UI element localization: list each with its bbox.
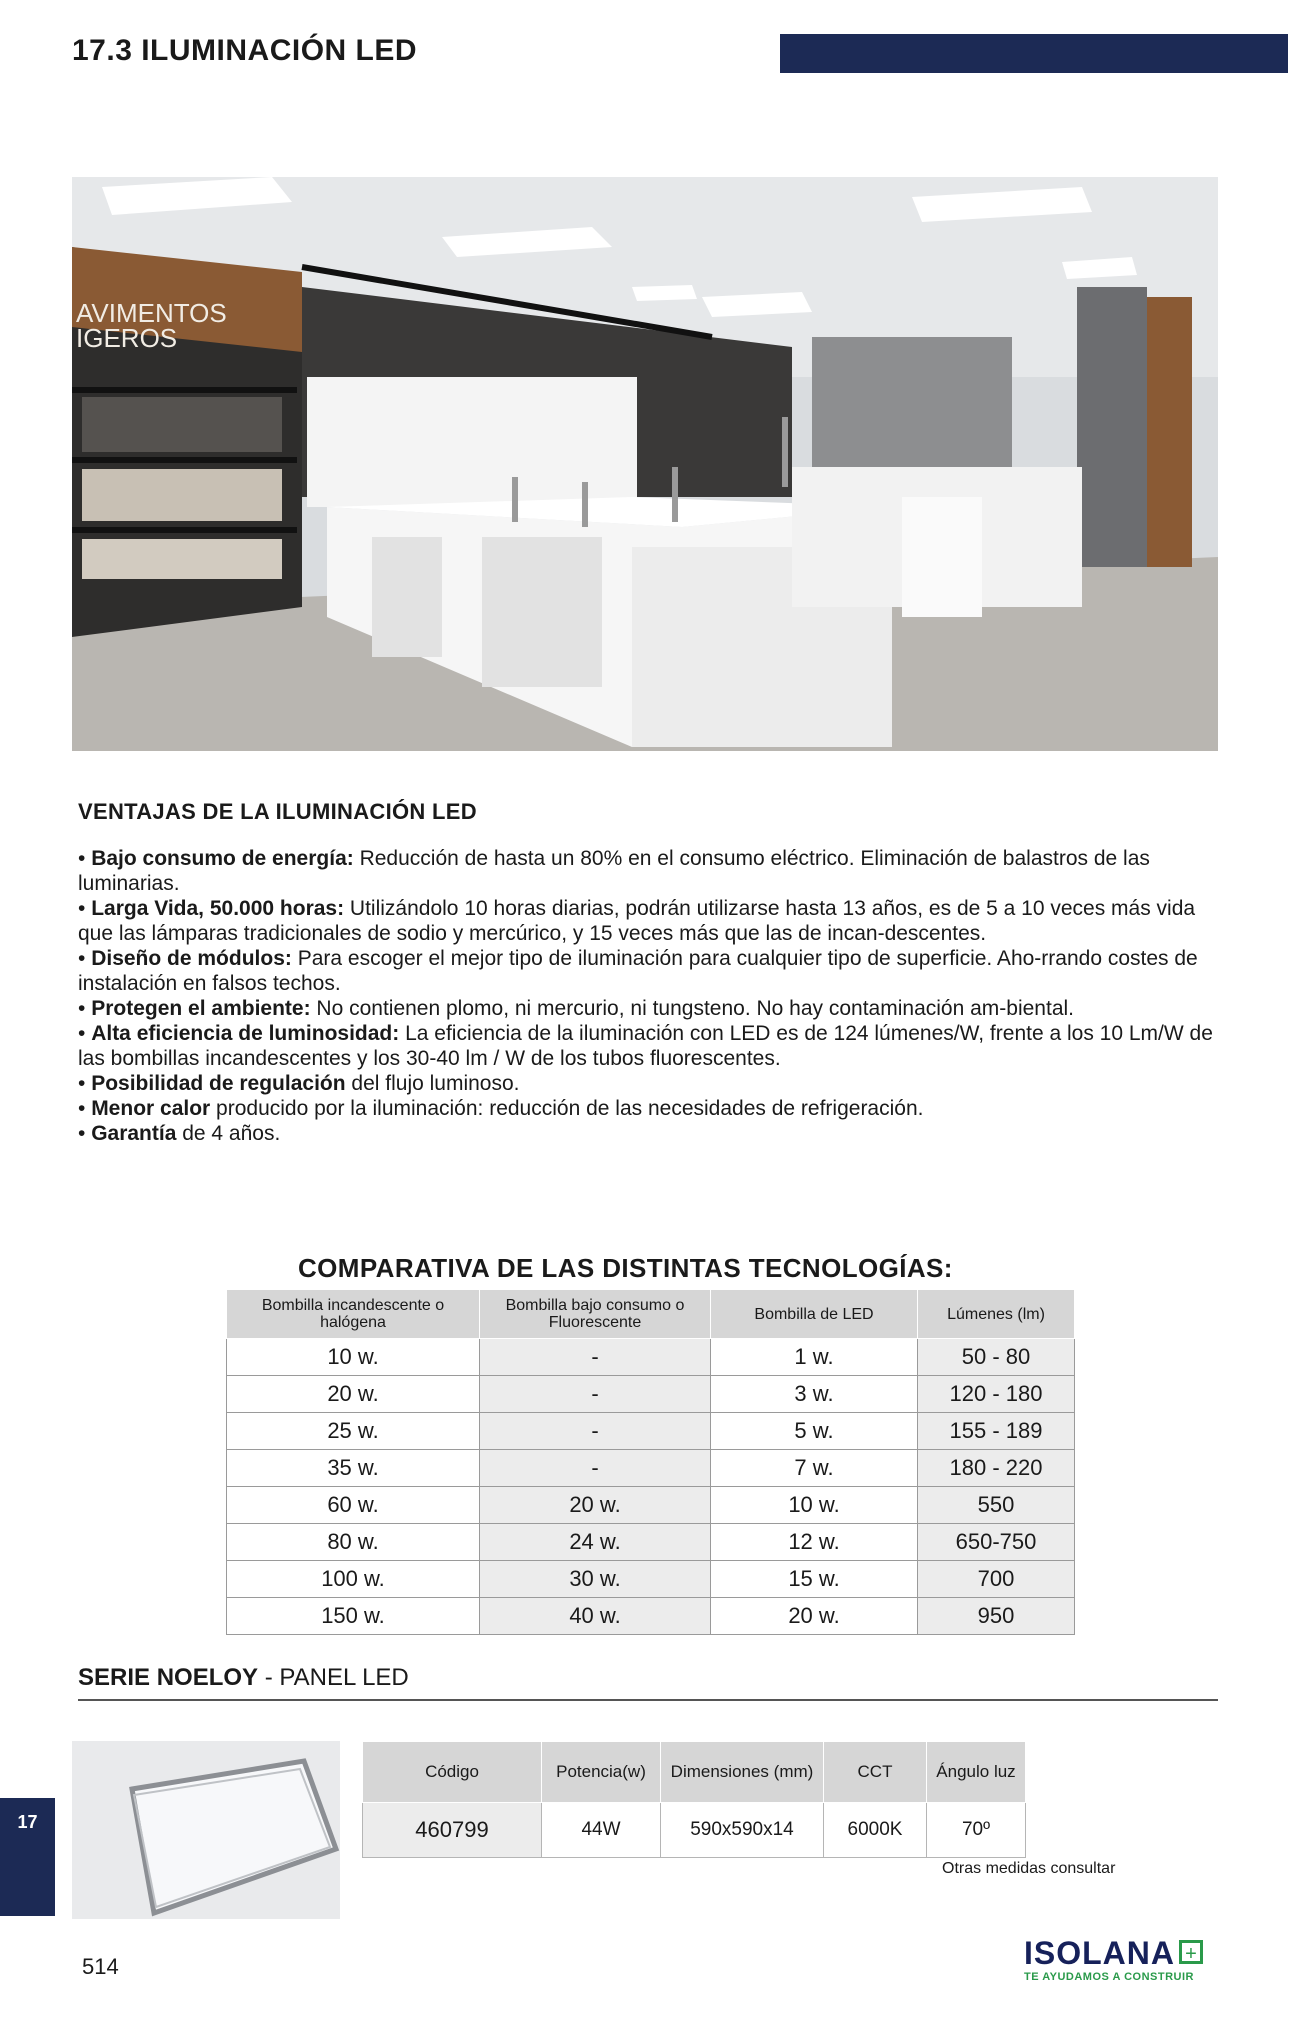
table-cell: 590x590x14 [661, 1803, 824, 1858]
column-header: Ángulo luz [927, 1742, 1026, 1803]
advantage-item: • Protegen el ambiente: No contienen plomo, ni mercurio, ni tungsteno. No hay contaminación am-biental. [78, 997, 1074, 1020]
led-panel-photo [72, 1741, 340, 1919]
table-cell: 650-750 [918, 1524, 1075, 1561]
comparison-table [226, 1289, 1075, 1635]
table-cell: 70º [927, 1803, 1026, 1858]
table-cell: 180 - 220 [918, 1450, 1075, 1487]
plus-icon: + [1179, 1940, 1203, 1964]
table-cell: 20 w. [711, 1598, 918, 1635]
table-row [227, 1413, 1075, 1450]
advantage-item: • Menor calor producido por la iluminación: reducción de las necesidades de refrigeración. [78, 1097, 924, 1120]
table-cell: 155 - 189 [918, 1413, 1075, 1450]
advantage-item: • Larga Vida, 50.000 horas: Utilizándolo 10 horas diarias, podrán utilizarse hasta 13 años, es de 5 a 10 veces más vida que las lámparas tradicionales de sodio y mercúrico, y 15 veces más que las de incan-descentes. [78, 897, 1196, 945]
table-cell: 24 w. [480, 1524, 711, 1561]
store-sign-line1: AVIMENTOS [76, 298, 227, 328]
column-header: Bombilla de LED [711, 1290, 918, 1339]
divider [78, 1699, 1218, 1701]
table-cell: 80 w. [227, 1524, 480, 1561]
advantages-title: VENTAJAS DE LA ILUMINACIÓN LED [78, 799, 477, 824]
serie-name: SERIE NOELOY [78, 1664, 259, 1691]
table-cell: 950 [918, 1598, 1075, 1635]
table-cell: 150 w. [227, 1598, 480, 1635]
table-cell: 700 [918, 1561, 1075, 1598]
table-cell: 7 w. [711, 1450, 918, 1487]
advantage-item: • Posibilidad de regulación del flujo luminoso. [78, 1072, 520, 1095]
table-cell: 40 w. [480, 1598, 711, 1635]
table-cell: 12 w. [711, 1524, 918, 1561]
table-cell: - [480, 1413, 711, 1450]
table-cell: 3 w. [711, 1376, 918, 1413]
brand-logo [1024, 1937, 1220, 1983]
chapter-tab: 17 [0, 1798, 55, 1916]
table-cell: 50 - 80 [918, 1339, 1075, 1376]
table-cell: 10 w. [711, 1487, 918, 1524]
note-other-sizes: Otras medidas consultar [942, 1860, 1116, 1877]
column-header: Bombilla incandescente o halógena [227, 1290, 480, 1339]
advantage-item: • Diseño de módulos: Para escoger el mejor tipo de iluminación para cualquier tipo de superficie. Aho-rrando costes de instalación en falsos techos. [78, 947, 1198, 995]
table-row [227, 1524, 1075, 1561]
column-header: Lúmenes (lm) [918, 1290, 1075, 1339]
logo-wordmark: ISOLANA [1024, 1935, 1175, 1971]
column-header: Código [363, 1742, 542, 1803]
advantages-list [78, 846, 1228, 1146]
section-title: 17.3 ILUMINACIÓN LED [72, 34, 418, 67]
table-row [227, 1598, 1075, 1635]
table-row [227, 1450, 1075, 1487]
table-cell: 20 w. [227, 1376, 480, 1413]
advantage-item: • Bajo consumo de energía: Reducción de hasta un 80% en el consumo eléctrico. Eliminación de balastros de las luminarias. [78, 847, 1150, 895]
table-cell: 15 w. [711, 1561, 918, 1598]
table-row [227, 1376, 1075, 1413]
product-table [362, 1741, 1026, 1858]
comparison-title: COMPARATIVA DE LAS DISTINTAS TECNOLOGÍAS: [298, 1253, 953, 1283]
table-cell: 60 w. [227, 1487, 480, 1524]
table-cell: 35 w. [227, 1450, 480, 1487]
serie-title [78, 1664, 409, 1692]
table-cell: 44W [542, 1803, 661, 1858]
page-number: 514 [82, 1954, 119, 1979]
logo-tagline: TE AYUDAMOS A CONSTRUIR [1024, 1971, 1194, 1983]
advantage-item: • Garantía de 4 años. [78, 1122, 281, 1145]
table-row [227, 1487, 1075, 1524]
table-cell: 6000K [824, 1803, 927, 1858]
table-cell: 120 - 180 [918, 1376, 1075, 1413]
table-cell: 1 w. [711, 1339, 918, 1376]
advantage-item: • Alta eficiencia de luminosidad: La eficiencia de la iluminación con LED es de 124 lúmenes/W, frente a los 10 Lm/W de las bombillas incandescentes y los 30-40 lm / W de los tubos fluorescentes. [78, 1022, 1213, 1070]
table-cell: 550 [918, 1487, 1075, 1524]
table-cell: 30 w. [480, 1561, 711, 1598]
showroom-photo [72, 177, 1218, 751]
table-cell: - [480, 1339, 711, 1376]
store-sign-line2: IGEROS [76, 323, 178, 353]
column-header: CCT [824, 1742, 927, 1803]
table-row [363, 1803, 1026, 1858]
table-cell: 20 w. [480, 1487, 711, 1524]
table-cell: 10 w. [227, 1339, 480, 1376]
column-header: Bombilla bajo consumo o Fluorescente [480, 1290, 711, 1339]
table-row [227, 1339, 1075, 1376]
serie-subtitle: - PANEL LED [258, 1664, 409, 1691]
header-accent-bar [780, 34, 1288, 73]
table-cell: 100 w. [227, 1561, 480, 1598]
column-header: Potencia(w) [542, 1742, 661, 1803]
table-cell: - [480, 1376, 711, 1413]
table-row [227, 1561, 1075, 1598]
product-code: 460799 [363, 1803, 542, 1858]
table-cell: 25 w. [227, 1413, 480, 1450]
table-cell: - [480, 1450, 711, 1487]
table-cell: 5 w. [711, 1413, 918, 1450]
column-header: Dimensiones (mm) [661, 1742, 824, 1803]
